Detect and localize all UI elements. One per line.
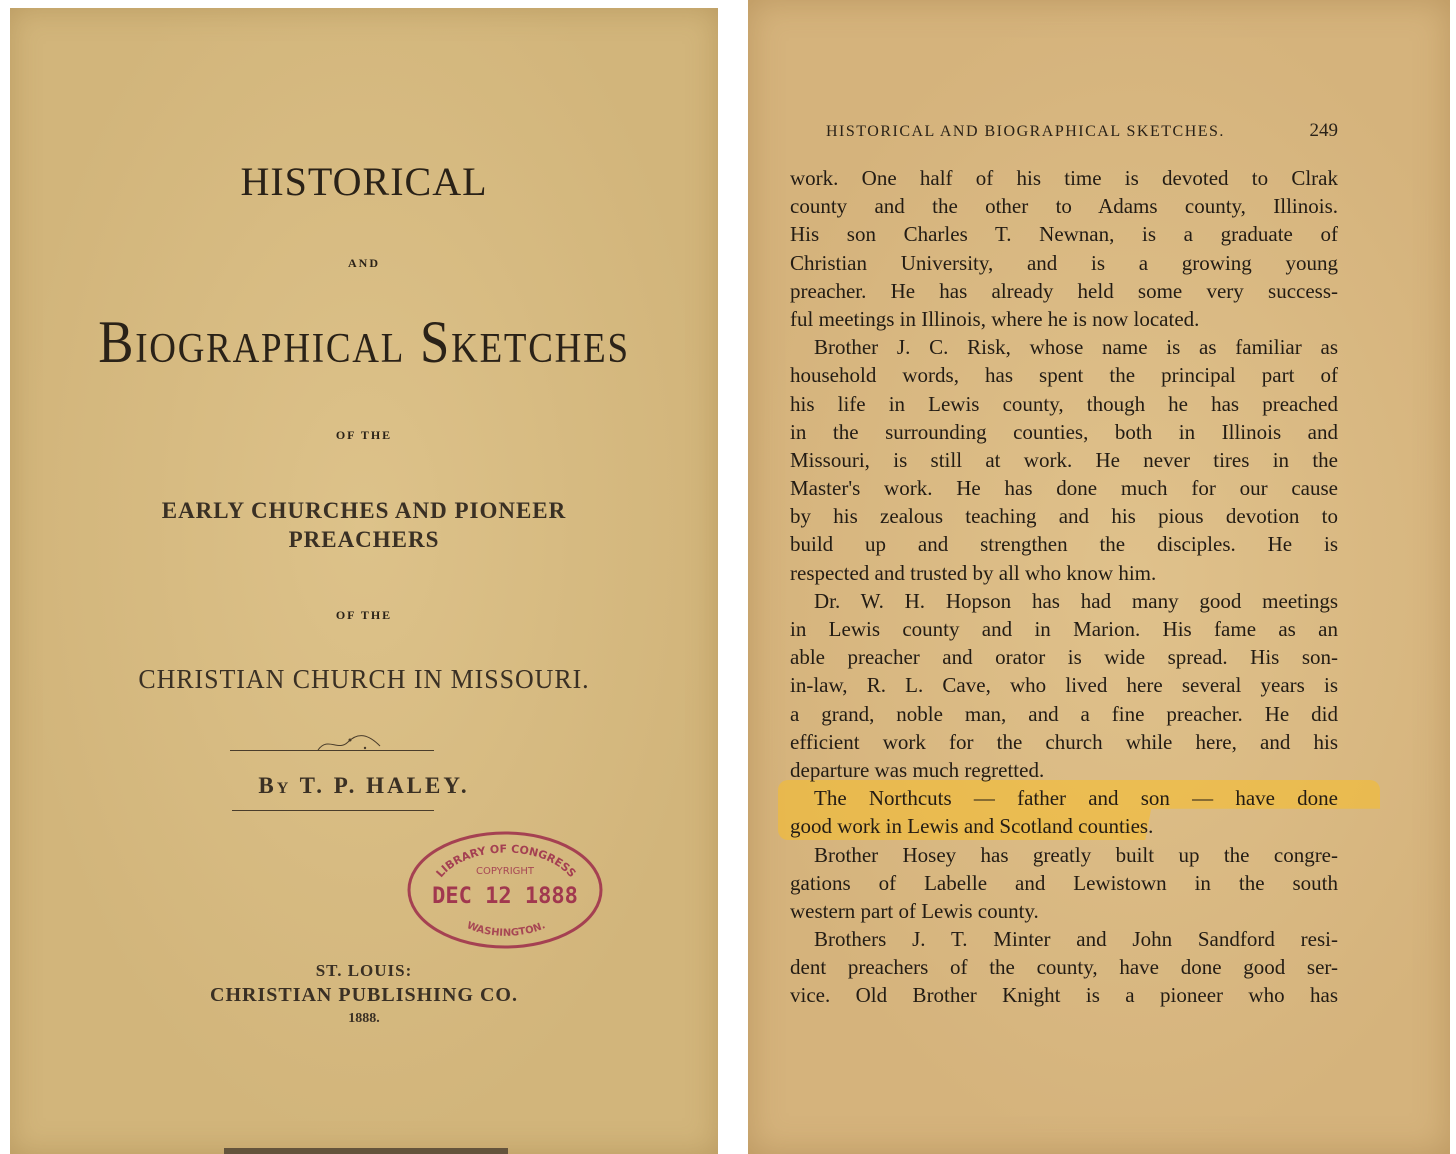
stamp-arc-bottom: WASHINGTON. <box>465 920 548 939</box>
text-line: vice. Old Brother Knight is a pioneer who has <box>790 983 1338 1008</box>
text-line: preacher. He has already held some very success- <box>790 278 1338 303</box>
imprint-publisher: CHRISTIAN PUBLISHING CO. <box>210 984 518 1006</box>
text-line: dent preachers of the county, have done good ser- <box>790 955 1338 980</box>
text-line: ful meetings in Illinois, where he is now located. <box>790 306 1200 331</box>
title-of-the-1: OF THE <box>335 428 393 442</box>
text-line: his life in Lewis county, though he has preached <box>790 391 1338 416</box>
copyright-stamp <box>405 828 605 950</box>
text-line: good work in Lewis and Scotland counties. <box>790 814 1154 839</box>
text-line: in the surrounding counties, both in Illinois and <box>790 419 1338 444</box>
text-line: able preacher and orator is wide spread. His son- <box>790 645 1338 670</box>
text-line: efficient work for the church while here, and his <box>790 729 1338 754</box>
author-line <box>10 773 718 799</box>
text-line: western part of Lewis county. <box>790 898 1039 923</box>
running-head <box>826 120 1338 142</box>
title-of-the-2: OF THE <box>335 608 393 622</box>
imprint-year: 1888. <box>348 1011 380 1026</box>
author-name: T. P. HALEY. <box>299 773 470 798</box>
stamp-date: DEC 12 1888 <box>432 884 578 909</box>
text-line: gations of Labelle and Lewistown in the south <box>790 870 1338 895</box>
text-line: respected and trusted by all who know him. <box>790 560 1157 585</box>
body-text <box>790 164 1338 1010</box>
text-line: The Northcuts — father and son — have done <box>814 786 1338 811</box>
text-line: by his zealous teaching and his pious devotion to <box>790 504 1338 529</box>
svg-text:WASHINGTON. <box>465 920 547 939</box>
divider-bottom <box>232 810 434 811</box>
text-page <box>748 0 1450 1154</box>
text-line: build up and strengthen the disciples. He is <box>790 532 1338 557</box>
text-line: household words, has spent the principal part of <box>790 363 1338 388</box>
text-line: county and the other to Adams county, Illinois. <box>790 194 1338 219</box>
subtitle-line-1: EARLY CHURCHES AND PIONEER <box>161 498 567 523</box>
title-historical: HISTORICAL <box>240 159 488 204</box>
title-biographical-sketches: Biographical Sketches <box>98 309 630 375</box>
text-line: a grand, noble man, and a fine preacher. He did <box>790 701 1338 726</box>
text-line: in-law, R. L. Cave, who lived here several years is <box>790 673 1338 698</box>
subtitle-christian-church: CHRISTIAN CHURCH IN MISSOURI. <box>138 664 590 694</box>
text-line: departure was much regretted. <box>790 757 1045 782</box>
text-line: Christian University, and is a growing young <box>790 250 1338 275</box>
stamp-copyright: COPYRIGHT <box>475 866 535 877</box>
running-head-title: HISTORICAL AND BIOGRAPHICAL SKETCHES. <box>826 123 1225 140</box>
author-prefix: By <box>258 773 292 798</box>
text-line: Dr. W. H. Hopson has had many good meetings <box>814 588 1338 613</box>
text-line: Master's work. He has done much for our cause <box>790 476 1338 501</box>
text-line: Missouri, is still at work. He never tires in the <box>790 447 1338 472</box>
title-and: AND <box>348 256 380 270</box>
title-page <box>10 8 718 1154</box>
text-line: in Lewis county and in Marion. His fame as an <box>790 617 1338 641</box>
text-line: work. One half of his time is devoted to Clrak <box>790 166 1338 190</box>
text-line: Brother J. C. Risk, whose name is as familiar as <box>814 335 1338 360</box>
text-line: His son Charles T. Newnan, is a graduate of <box>790 222 1338 247</box>
flourish-ornament <box>310 730 390 756</box>
subtitle-line-2: PREACHERS <box>288 527 440 552</box>
stamp-arc-top: LIBRARY OF CONGRESS <box>433 842 579 880</box>
text-line: Brothers J. T. Minter and John Sandford resi- <box>814 927 1338 952</box>
imprint-city: ST. LOUIS: <box>315 961 413 980</box>
page-bottom-mark <box>224 1148 508 1154</box>
page-number: 249 <box>1309 120 1338 141</box>
text-line: Brother Hosey has greatly built up the congre- <box>814 842 1338 867</box>
